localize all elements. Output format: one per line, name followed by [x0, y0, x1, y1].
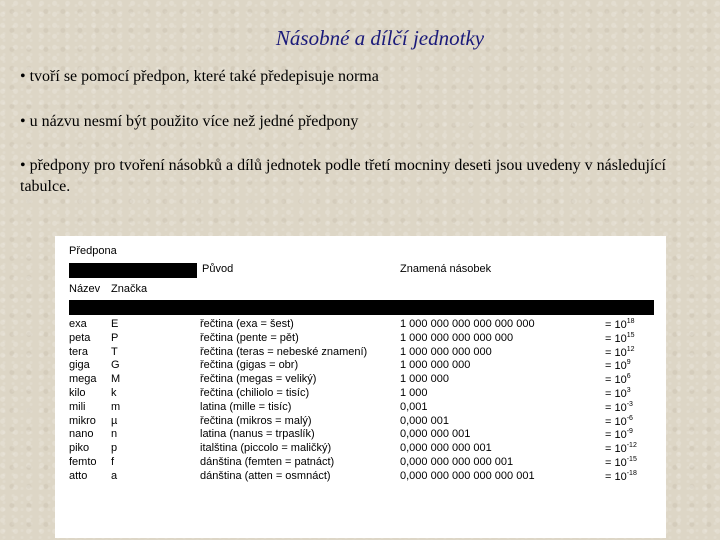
table-row	[55, 470, 666, 484]
prefix-symbol: p	[111, 442, 118, 455]
power-base: = 10	[605, 360, 627, 373]
table-row	[55, 318, 666, 332]
prefix-origin: italština (piccolo = maličký)	[200, 442, 332, 455]
table-row	[55, 346, 666, 360]
prefix-name: peta	[69, 331, 91, 344]
prefix-table	[55, 236, 666, 538]
prefix-symbol: a	[111, 469, 118, 482]
prefix-multiple: 0,000 000 000 001	[400, 442, 492, 455]
power-base: = 10	[605, 415, 627, 428]
prefix-power	[605, 318, 635, 331]
prefix-origin: řečtina (pente = pět)	[200, 331, 299, 344]
prefix-name: nano	[69, 428, 94, 441]
power-exponent: -3	[626, 400, 633, 408]
table-row	[55, 332, 666, 346]
header-prefix: Předpona	[69, 245, 117, 257]
prefix-symbol: E	[111, 318, 119, 330]
prefix-symbol: T	[111, 345, 118, 358]
prefix-power	[605, 346, 635, 359]
header-name: Název	[69, 283, 101, 295]
prefix-symbol: m	[111, 400, 121, 413]
header-meaning: Znamená násobek	[400, 263, 492, 275]
prefix-origin: řečtina (teras = nebeské znamení)	[200, 345, 368, 358]
prefix-power	[605, 442, 637, 455]
prefix-symbol: k	[111, 387, 117, 399]
power-exponent: 9	[626, 359, 631, 367]
bullet-2: • u názvu nesmí být použito více než jedné předpony	[20, 113, 359, 130]
header-origin: Původ	[202, 263, 234, 275]
prefix-name: giga	[69, 359, 90, 372]
prefix-power	[605, 415, 633, 428]
prefix-multiple: 1 000 000 000 000 000 000	[400, 318, 535, 330]
power-exponent: -15	[626, 456, 637, 463]
prefix-multiple: 0,001	[400, 400, 428, 413]
prefix-origin: dánština (atten = osmnáct)	[200, 469, 331, 482]
prefix-name: tera	[69, 345, 88, 358]
power-base: = 10	[605, 429, 627, 442]
prefix-origin: řečtina (mikros = malý)	[200, 414, 312, 427]
prefix-origin: dánština (femten = patnáct)	[200, 456, 335, 468]
power-base: = 10	[605, 443, 627, 456]
prefix-origin: latina (mille = tisíc)	[200, 400, 292, 413]
power-base: = 10	[605, 346, 627, 359]
header-black-bar	[69, 263, 197, 278]
power-exponent: -6	[626, 414, 633, 422]
prefix-origin: latina (nanus = trpaslík)	[200, 428, 315, 441]
prefix-power	[605, 470, 637, 483]
prefix-power	[605, 428, 633, 441]
prefix-multiple: 1 000 000 000	[400, 359, 471, 372]
power-base: = 10	[605, 457, 627, 469]
prefix-name: mili	[69, 400, 86, 413]
bullet-3: • předpony pro tvoření násobků a dílů jednotek podle třetí mocniny deseti jsou uvedeny v následující tabulce.	[20, 157, 666, 195]
prefix-multiple: 1 000 000	[400, 373, 449, 386]
prefix-symbol: f	[111, 456, 115, 468]
prefix-symbol: G	[111, 359, 120, 372]
prefix-multiple: 1 000 000 000 000	[400, 345, 492, 358]
prefix-multiple: 1 000	[400, 387, 428, 399]
prefix-name: mega	[69, 373, 97, 386]
prefix-origin: řečtina (chiliolo = tisíc)	[200, 387, 310, 399]
power-base: = 10	[605, 470, 627, 483]
prefix-multiple: 0,000 000 000 000 000 001	[400, 469, 535, 482]
power-base: = 10	[605, 319, 627, 331]
table-row	[55, 387, 666, 401]
prefix-multiple: 0,000 000 001	[400, 428, 471, 441]
prefix-origin: řečtina (megas = veliký)	[200, 373, 317, 386]
prefix-name: piko	[69, 442, 90, 455]
prefix-power	[605, 359, 631, 372]
prefix-name: atto	[69, 469, 88, 482]
table-row	[55, 401, 666, 415]
power-exponent: -18	[626, 469, 637, 477]
prefix-multiple: 1 000 000 000 000 000	[400, 331, 514, 344]
header-symbol: Značka	[111, 283, 148, 295]
power-exponent: 6	[626, 373, 631, 381]
prefix-origin: řečtina (gigas = obr)	[200, 359, 299, 372]
power-exponent: -12	[626, 442, 637, 450]
header-divider-bar	[69, 300, 654, 315]
power-base: = 10	[605, 388, 627, 400]
table-row	[55, 415, 666, 429]
power-exponent: 3	[626, 387, 631, 394]
power-exponent: 12	[626, 345, 635, 353]
prefix-power	[605, 373, 631, 386]
power-exponent: 18	[626, 318, 635, 325]
prefix-name: kilo	[69, 387, 86, 399]
prefix-symbol: M	[111, 373, 121, 386]
prefix-origin: řečtina (exa = šest)	[200, 318, 294, 330]
prefix-power	[605, 387, 631, 400]
power-exponent: 15	[626, 331, 635, 339]
prefix-multiple: 0,000 000 000 000 001	[400, 456, 514, 468]
slide-title: Násobné a dílčí jednotky	[275, 26, 485, 50]
prefix-symbol: n	[111, 428, 118, 441]
power-base: = 10	[605, 401, 627, 414]
prefix-name: femto	[69, 456, 97, 468]
prefix-symbol: µ	[111, 414, 118, 427]
bullet-1: • tvoří se pomocí předpon, které také předepisuje norma	[20, 68, 379, 85]
table-row	[55, 359, 666, 373]
prefix-power	[605, 456, 637, 469]
power-base: = 10	[605, 374, 627, 387]
prefix-symbol: P	[111, 331, 119, 344]
table-row	[55, 373, 666, 387]
power-base: = 10	[605, 332, 627, 345]
table-row	[55, 428, 666, 442]
power-exponent: -9	[626, 428, 633, 436]
prefix-power	[605, 332, 635, 345]
table-row	[55, 442, 666, 456]
prefix-power	[605, 401, 633, 414]
prefix-multiple: 0,000 001	[400, 414, 449, 427]
table-row	[55, 456, 666, 470]
prefix-name: exa	[69, 318, 87, 330]
prefix-name: mikro	[69, 414, 96, 427]
